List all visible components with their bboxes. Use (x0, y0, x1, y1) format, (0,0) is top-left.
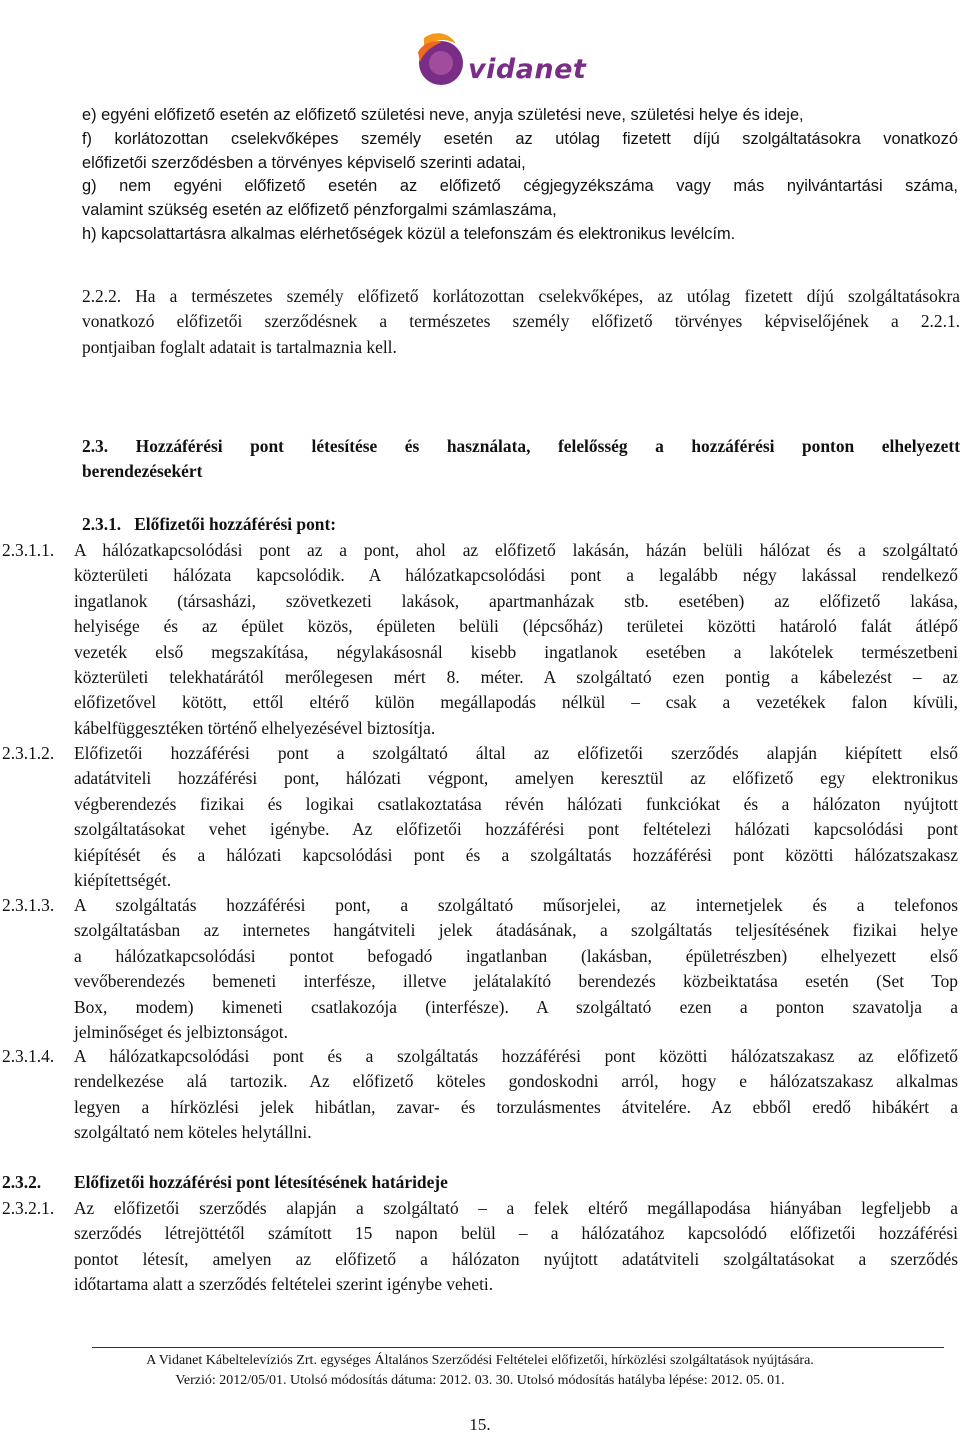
page-number: 15. (469, 1415, 491, 1434)
paragraph-line: vonatkozó előfizetői szerződésnek a természetes személy előfizető törvényes képviselőjének a 2.2.1. (82, 311, 960, 332)
list-line: valamint szükség esetén az előfizető pénzforgalmi számlaszáma, (82, 201, 557, 220)
list-line: f) korlátozottan cselekvőképes személy esetén az utólag fizetett díjú szolgáltatásokra vonatkozó (82, 129, 958, 148)
paragraph-line: szolgáltatásokat vehet igénybe. Az előfizetői hozzáférési pont feltételezi hálózati kapcsolódási pont (74, 819, 958, 840)
page-footer (0, 1351, 960, 1391)
paragraph-line: 2.2.2. Ha a természetes személy előfizető korlátozottan cselekvőképes, az utólag fizetett díjú szolgáltatásokra (82, 286, 960, 306)
section-heading-2-3-1 (82, 512, 960, 537)
paragraph-number: 2.3.1.2. (2, 743, 55, 763)
paragraph-number: 2.3.1.1. (2, 540, 55, 560)
paragraph-number: 2.3.2.1. (2, 1198, 55, 1218)
paragraph-line: pontot létesít, amelyen az előfizető a hálózaton nyújtott adatátviteli szolgáltatásokat a szerződés (74, 1248, 958, 1269)
paragraph-line: kiépítettségét. (74, 869, 172, 890)
paragraph-line: szerződés létrejöttétől számított 15 napon belül – a hálózatához kapcsolódó előfizetői hozzáférési (74, 1223, 958, 1244)
section-title: Előfizetői hozzáférési pont: (134, 514, 337, 534)
section-title: Előfizetői hozzáférési pont létesítésének határideje (74, 1172, 448, 1192)
paragraph-line: közterületi telekhatárától merőlegesen mért 8. méter. A szolgáltató ezen pontig a kábelezést – az (74, 666, 958, 687)
paragraph-number: 2.3.1.3. (2, 895, 55, 915)
paragraph-line: a hálózatkapcsolódási pontot befogadó ingatlanban (lakásban, épületrészben) elhelyezett első (74, 945, 958, 966)
section-number: 2.3.1. (82, 514, 122, 534)
paragraph-line: előfizetővel kötött, ettől eltérő külön megállapodás nélkül – csak a vezetékek falon kívüli, (74, 692, 958, 713)
paragraph-line: kábelfüggesztéken történő elhelyezésével biztosítja. (74, 717, 436, 738)
footer-divider (92, 1347, 944, 1348)
list-line: h) kapcsolattartásra alkalmas elérhetőségek közül a telefonszám és elektronikus levélcím. (82, 224, 736, 243)
paragraph-2-2-2 (82, 284, 960, 360)
footer-line: A Vidanet Kábeltelevíziós Zrt. egységes Általános Szerződési Feltételei előfizetői, hírközlési szolgáltatások nyújtására. (146, 1353, 814, 1368)
subscriber-data-list (82, 104, 958, 247)
paragraph-line: vezeték első megszakítása, négylakásosnál kisebb ingatlanok esetében a lakótelek természetbeni (74, 641, 958, 662)
list-line: e) egyéni előfizető esetén az előfizető születési neve, anyja születési neve, születési helye és ideje, (82, 106, 804, 124)
paragraph-line: vevőberendezés bemeneti interfésze, illetve jelátalakító berendezés közbeiktatása esetén (Set Top (74, 971, 958, 992)
paragraph-line: rendelkezése alá tartozik. Az előfizető köteles gondoskodni arról, hogy e hálózatszakasz alkalmas (74, 1071, 958, 1092)
paragraph-line: ingatlanok (társasházi, szövetkezeti lakások, apartmanházak stb. esetében) az előfizető lakása, (74, 590, 958, 611)
paragraph-line: Előfizetői hozzáférési pont a szolgáltató által az előfizetői szerződés alapján kiépített első (74, 743, 958, 763)
section-number: 2.3.2. (2, 1172, 42, 1192)
section-heading-2-3 (82, 434, 960, 485)
paragraph-line: A szolgáltatás hozzáférési pont, a szolgáltató műsorjelei, az internetjelek és a telefonos (74, 895, 958, 915)
paragraph-line: A hálózatkapcsolódási pont és a szolgáltatás hozzáférési pont közötti hálózatszakasz az előfizető (74, 1046, 958, 1066)
list-line: g) nem egyéni előfizető esetén az előfizető cégjegyzékszáma vagy más nyilvántartási száma, (82, 177, 958, 196)
heading-line: berendezésekért (82, 461, 203, 482)
paragraph-line: jelminőséget és jelbiztonságot. (74, 1021, 288, 1042)
paragraph-line: végberendezés fizikai és logikai csatlakoztatása révén hálózati funkciókat és a hálózaton nyújtott (74, 793, 958, 814)
paragraph-line: időtartama alatt a szerződés feltételei szerint igénybe veheti. (74, 1274, 494, 1295)
paragraph-line: helyisége és az épület közös, épületen belüli (lépcsőház) területei közötti határoló falát átlépő (74, 616, 958, 637)
heading-line: 2.3. Hozzáférési pont létesítése és használata, felelősség a hozzáférési ponton elhelyezett (82, 436, 960, 456)
logo-text: vidanet (468, 54, 587, 85)
paragraph-line: legyen a hírközlési jelek hibátlan, zavar- és torzulásmentes átvitelére. Az ebből eredő hibákért a (74, 1096, 958, 1117)
list-line: előfizetői szerződésben a törvényes képviselő szerinti adatai, (82, 153, 526, 172)
paragraph-line: Az előfizetői szerződés alapján a szolgáltató – a felek eltérő megállapodása hiányában legfeljebb a (74, 1198, 958, 1218)
paragraph-line: Box, modem) kimeneti csatlakozója (interfésze). A szolgáltató ezen a ponton szavatolja a (74, 996, 958, 1017)
paragraph-line: kiépítését és a hálózati kapcsolódási pont és a szolgáltatás hozzáférési pont közötti hálózatszakasz (74, 844, 958, 865)
paragraph-number: 2.3.1.4. (2, 1046, 55, 1066)
paragraph-line: adatátviteli hozzáférési pont, hálózati végpont, amelyen keresztül az előfizető egy elektronikus (74, 768, 958, 789)
paragraph-line: közterületi hálózata kapcsolódik. A hálózatkapcsolódási pont a legalább négy lakással rendelkező (74, 565, 958, 586)
paragraph-line: szolgáltató nem köteles helytállni. (74, 1122, 312, 1143)
paragraph-line: szolgáltatásban az internetes hangátviteli jelek átadásának, a szolgáltatás teljesítésének fizikai helye (74, 920, 958, 941)
paragraph-line: A hálózatkapcsolódási pont az a pont, ahol az előfizető lakásán, házán belüli hálózat és a szolgáltató (74, 540, 958, 560)
paragraph-line: pontjaiban foglalt adatait is tartalmaznia kell. (82, 336, 397, 357)
vidanet-logo (410, 28, 587, 92)
footer-line: Verzió: 2012/05/01. Utolsó módosítás dátuma: 2012. 03. 30. Utolsó módosítás hatályba lépése: 2012. 05. 01. (175, 1373, 785, 1388)
